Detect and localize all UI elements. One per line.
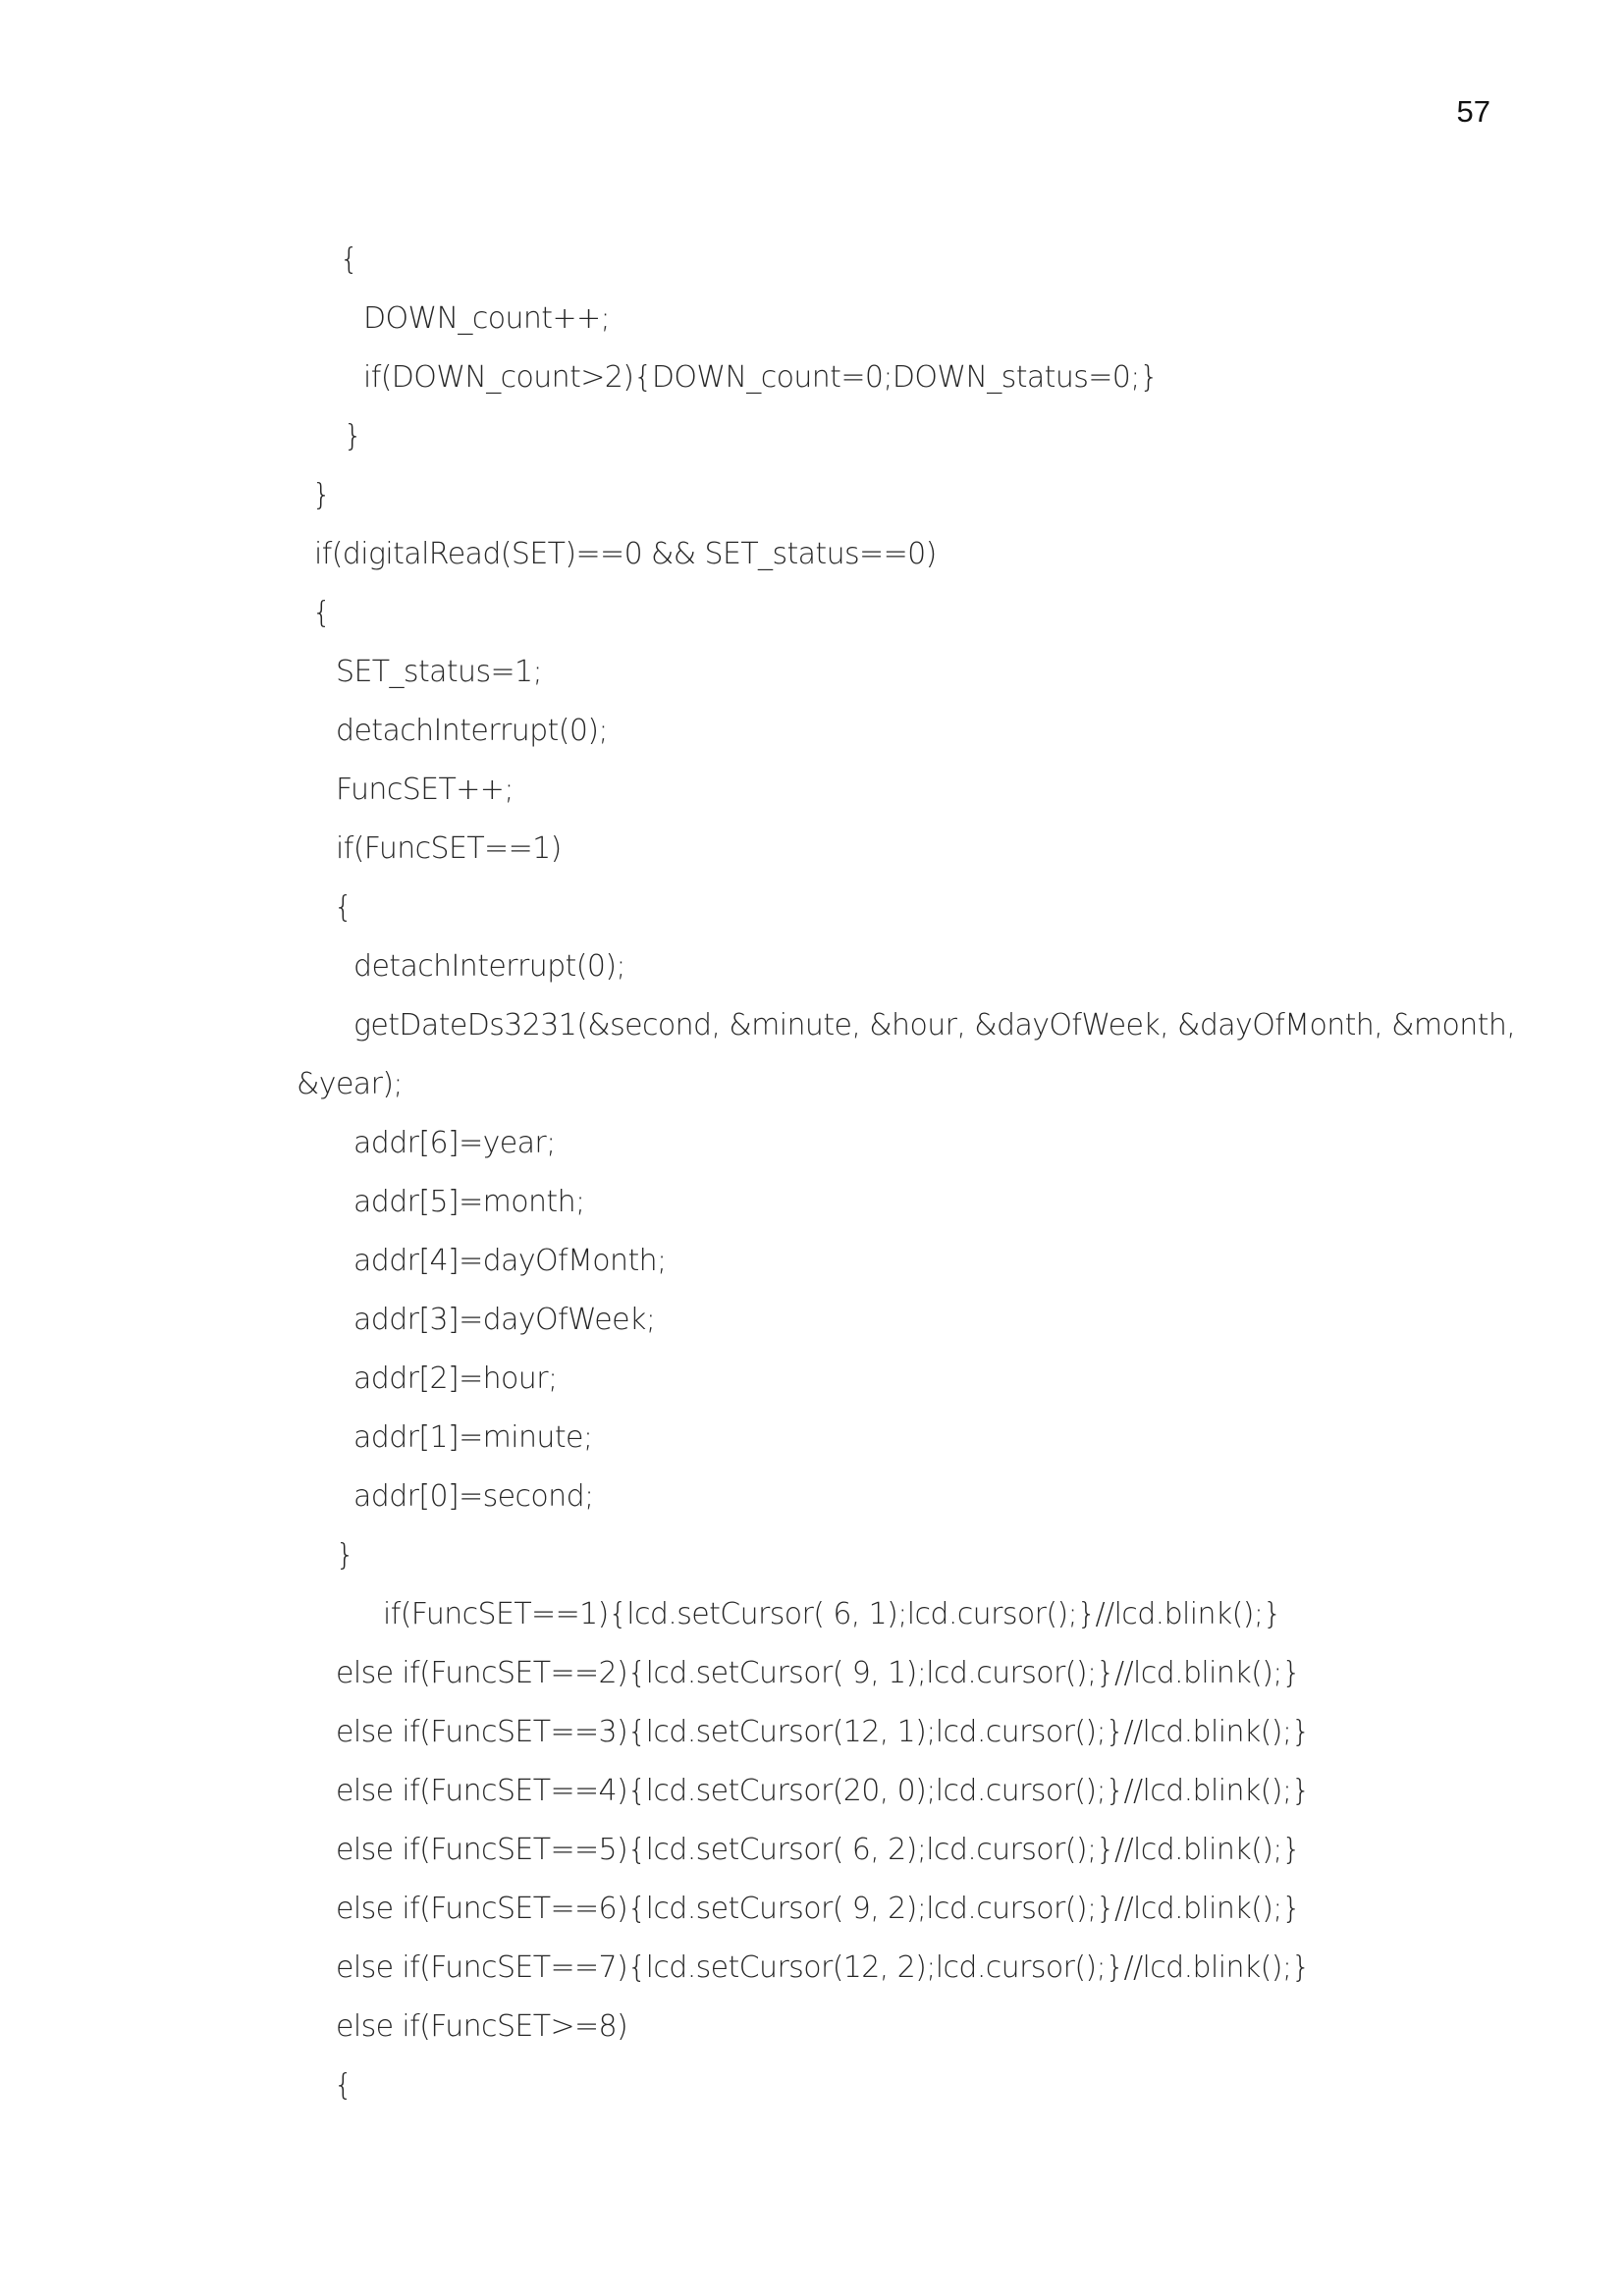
- code-line: addr[3]=dayOfWeek;: [353, 1303, 656, 1337]
- code-line: addr[0]=second;: [353, 1479, 594, 1514]
- code-line: FuncSET++;: [336, 773, 514, 807]
- code-line: if(FuncSET==1): [336, 831, 562, 866]
- code-line: detachInterrupt(0);: [353, 949, 625, 984]
- code-line: }: [336, 1538, 354, 1573]
- code-line: detachInterrupt(0);: [336, 714, 608, 748]
- code-line: addr[4]=dayOfMonth;: [353, 1244, 667, 1278]
- code-line: {: [334, 890, 352, 925]
- code-line: if(digitalRead(SET)==0 && SET_status==0): [314, 537, 937, 571]
- code-line: addr[5]=month;: [353, 1185, 585, 1219]
- code-line: }: [312, 478, 331, 512]
- code-line: DOWN_count++;: [363, 301, 611, 336]
- code-line: if(DOWN_count>2){DOWN_count=0;DOWN_status=0;}: [363, 360, 1159, 395]
- code-line: getDateDs3231(&second, &minute, &hour, &dayOfWeek, &dayOfMonth, &month,: [353, 1008, 1516, 1042]
- page-number: 57: [1456, 94, 1490, 129]
- code-line: }: [344, 419, 362, 454]
- code-line: addr[1]=minute;: [353, 1420, 593, 1455]
- code-line: {: [340, 242, 358, 277]
- code-line: addr[6]=year;: [353, 1126, 556, 1160]
- code-line: else if(FuncSET==2){lcd.setCursor( 9, 1);lcd.cursor();}//lcd.blink();}: [336, 1656, 1301, 1690]
- code-line: if(FuncSET==1){lcd.setCursor( 6, 1);lcd.cursor();}//lcd.blink();}: [383, 1597, 1281, 1631]
- code-line: SET_status=1;: [336, 655, 543, 689]
- code-line: else if(FuncSET==4){lcd.setCursor(20, 0);lcd.cursor();}//lcd.blink();}: [336, 1774, 1310, 1808]
- code-line: addr[2]=hour;: [353, 1362, 558, 1396]
- code-line: {: [312, 596, 331, 630]
- code-line: else if(FuncSET==7){lcd.setCursor(12, 2);lcd.cursor();}//lcd.blink();}: [336, 1950, 1310, 1985]
- code-line: {: [334, 2068, 352, 2103]
- code-line: else if(FuncSET>=8): [336, 2009, 628, 2044]
- code-line: &year);: [297, 1067, 403, 1101]
- code-line: else if(FuncSET==5){lcd.setCursor( 6, 2);lcd.cursor();}//lcd.blink();}: [336, 1833, 1301, 1867]
- code-line: else if(FuncSET==3){lcd.setCursor(12, 1);lcd.cursor();}//lcd.blink();}: [336, 1715, 1310, 1749]
- code-line: else if(FuncSET==6){lcd.setCursor( 9, 2);lcd.cursor();}//lcd.blink();}: [336, 1892, 1301, 1926]
